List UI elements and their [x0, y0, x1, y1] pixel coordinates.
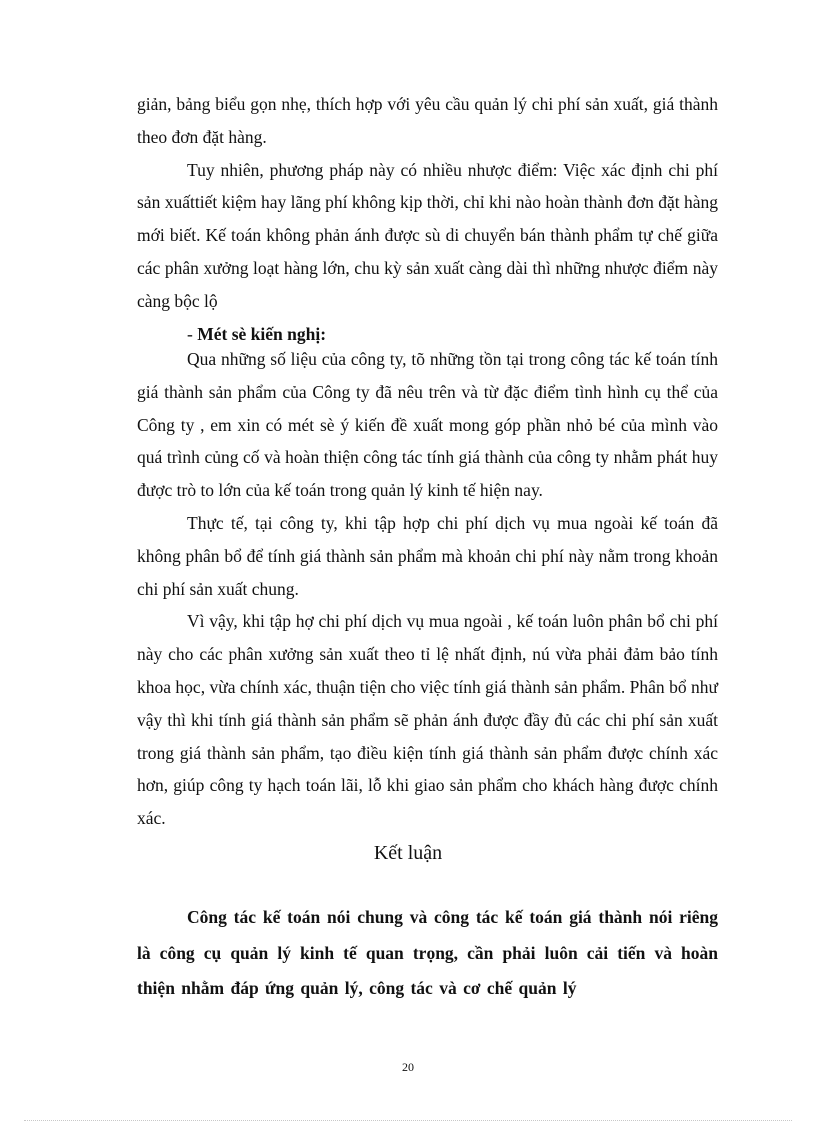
- paragraph-solution: Vì vậy, khi tập hợ chi phí dịch vụ mua ngoài , kế toán luôn phân bổ chi phí này cho các phân xưởng sản xuất theo tỉ lệ nhất định, nú vừa phải đảm bảo tính khoa học, vừa chính xác, thuận tiện cho việc tính giá thành sản phẩm. Phân bổ như vậy thì khi tính giá thành sản phẩm sẽ phản ánh được đầy đủ các chi phí sản xuất trong giá thành sản phẩm, tạo điều kiện tính giá thành sản phẩm được chính xác hơn, giúp công ty hạch toán lãi, lỗ khi giao sản phẩm cho khách hàng được chính xác.: [137, 611, 718, 829]
- paragraph-recommendation-intro: Qua những số liệu của công ty, tõ những tồn tại trong công tác kế toán tính giá thành sản phẩm của Công ty đã nêu trên và từ đặc điểm tình hình cụ thể của Công ty , em xin có mét sè ý kiến đề xuất mong góp phần nhỏ bé của mình vào quá trình củng cố và hoàn thiện công tác tính giá thành của công ty nhằm phát huy được trò to lớn của kế toán trong quản lý kinh tế hiện nay.: [137, 349, 718, 501]
- paragraph-reality: Thực tế, tại công ty, khi tập hợp chi phí dịch vụ mua ngoài kế toán đã không phân bổ để tính giá thành sản phẩm mà khoản chi phí này nằm trong khoản chi phí sản xuất chung.: [137, 512, 718, 599]
- body-text-main: [137, 343, 718, 835]
- body-text-top: [137, 88, 718, 318]
- paragraph-drawbacks: Tuy nhiên, phương pháp này có nhiều nhược điểm: Việc xác định chi phí sản xuấttiết kiệm hay lãng phí không kịp thời, chỉ khi nào hoàn thành đơn đặt hàng mới biết. Kế toán không phản ánh được sù di chuyển bán thành phẩm tự chế giữa các phân xưởng loạt hàng lớn, chu kỳ sản xuất càng dài thì những nhược điểm này càng bộc lộ: [137, 159, 718, 311]
- conclusion-heading: Kết luận: [373, 842, 443, 864]
- page-number: 20: [402, 1060, 414, 1074]
- page-bottom-divider: [24, 1120, 792, 1121]
- subheading-text: Mét sè kiến nghị:: [197, 324, 327, 344]
- paragraph-continuation: giản, bảng biểu gọn nhẹ, thích hợp với yêu cầu quản lý chi phí sản xuất, giá thành theo đơn đặt hàng.: [137, 94, 718, 147]
- subheading-prefix: -: [187, 324, 198, 344]
- conclusion-section: [137, 900, 718, 1007]
- conclusion-paragraph: Công tác kế toán nói chung và công tác kế toán giá thành nói riêng là công cụ quản lý kinh tế quan trọng, cần phải luôn cải tiến và hoàn thiện nhằm đáp ứng quản lý, công tác và cơ chế quản lý: [137, 907, 718, 999]
